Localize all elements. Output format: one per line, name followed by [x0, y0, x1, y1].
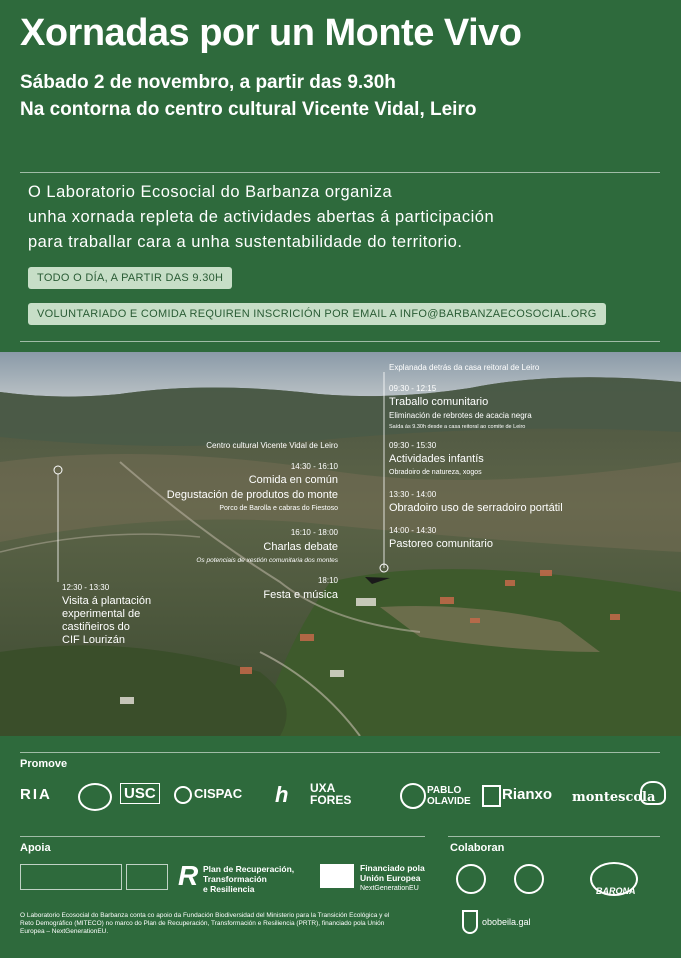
event-title-line: CIF Lourizán: [62, 634, 125, 646]
event-time: 09:30 - 12:15: [389, 384, 437, 393]
event-title: Obradoiro uso de serradoiro portátil: [389, 502, 563, 514]
event-title: Traballo comunitario: [389, 396, 489, 408]
usc-logo: USC: [120, 783, 160, 804]
divider-mid: [20, 341, 660, 342]
divider-colaboran: [448, 836, 660, 837]
h-logo: h: [275, 782, 289, 807]
event-title-2: Degustación de produtos do monte: [166, 489, 338, 501]
event-title-line: castiñeiros do: [62, 621, 130, 633]
all-day-pill: TODO O DÍA, A PARTIR DAS 9.30H: [28, 267, 232, 289]
colaborator-mountain-logo: [514, 864, 544, 894]
promove-logos: [20, 780, 665, 812]
fundacion-biodiversidad-logo: [126, 864, 168, 890]
event-time: 12:30 - 13:30: [62, 583, 110, 592]
divider-promove: [20, 752, 660, 753]
pablo-olavide-icon: [400, 783, 426, 809]
aerial-photo-map: [0, 352, 681, 736]
montescola-logo: montescola: [572, 790, 656, 805]
event-description: Obradoiro de natureza, xogos: [389, 469, 482, 476]
intro-line-2: unha xornada repleta de actividades abertas á participación: [28, 208, 495, 226]
obobeila-icon: [462, 910, 478, 934]
event-place: Na contorna do centro cultural Vicente Vidal, Leiro: [20, 99, 477, 120]
event-description: Eliminación de rebrotes de acacia negra: [389, 411, 532, 420]
prtr-line: e Resiliencia: [203, 884, 255, 894]
rianxo-shield-icon: [482, 785, 501, 807]
rianxo-logo: Rianxo: [502, 786, 553, 803]
pablo-olavide-logo: PABLO OLAVIDE: [427, 785, 471, 807]
barona-logo: BARONA: [596, 886, 636, 896]
event-time: 09:30 - 15:30: [389, 441, 437, 450]
promove-label: Promove: [20, 758, 68, 770]
event-title-line: experimental de: [62, 608, 141, 620]
event-title: Actividades infantís: [389, 453, 484, 465]
prtr-icon: R: [178, 860, 199, 891]
event-description: Porco de Barolla e cabras do Fiestoso: [219, 505, 338, 512]
ria-logo: RIA: [20, 786, 52, 803]
event-time: 16:10 - 18:00: [290, 528, 338, 537]
eu-line: NextGenerationEU: [360, 885, 419, 892]
intro-line-1: O Laboratorio Ecosocial do Barbanza organiza: [28, 183, 393, 201]
colaboran-logos: [450, 860, 665, 940]
event-time: 14:30 - 16:10: [290, 462, 338, 471]
colaboran-label: Colaboran: [450, 842, 505, 854]
center-place-label: Centro cultural Vicente Vidal de Leiro: [206, 441, 338, 450]
apoia-logos: [20, 860, 430, 896]
eu-flag-icon: [320, 864, 354, 888]
registration-pill: VOLUNTARIADO E COMIDA REQUIREN INSCRICIÓN POR EMAIL A INFO@BARBANZAECOSOCIAL.ORG: [28, 303, 606, 325]
montescola-icon: [640, 781, 666, 805]
event-time: 13:30 - 14:00: [389, 490, 437, 499]
uxa-fores-logo: UXA FORES: [310, 781, 352, 807]
event-date: Sábado 2 de novembro, a partir das 9.30h: [20, 72, 396, 93]
laboratorio-ecosocial-logo: [78, 783, 112, 811]
apoia-label: Apoia: [20, 842, 51, 854]
cispac-logo: CISPAC: [194, 786, 243, 801]
right-place-label: Explanada detrás da casa reitoral de Leiro: [389, 363, 540, 372]
eu-line: Financiado pola: [360, 863, 425, 873]
government-logo: [20, 864, 122, 890]
event-time: 18:10: [317, 576, 338, 585]
divider-apoia: [20, 836, 425, 837]
event-time: 14:00 - 14:30: [389, 526, 437, 535]
prtr-line: Transformación: [203, 874, 267, 884]
eu-line: Unión Europea: [360, 873, 421, 883]
event-title: Pastoreo comunitario: [389, 538, 493, 550]
prtr-line: Plan de Recuperación,: [203, 864, 295, 874]
event-title-line: Visita á plantación: [62, 595, 152, 607]
obobeila-logo: obobeila.gal: [482, 917, 531, 927]
event-title: Festa e música: [263, 589, 338, 601]
event-note: Saída ás 9.30h desde a casa reitoral ao comite de Leiro: [389, 424, 526, 430]
funding-disclaimer: O Laboratorio Ecosocial do Barbanza conta co apoio da Fundación Biodiversidad del Ministerio para la Transición Ecológica y el Reto Demográfico (MITECO) no marco do Plan de Recuperación, Transformación e Resiliencia (PRTR), financiado pola Unión Europea – NextGenerationEU.: [20, 912, 390, 935]
event-description: Os potenciais de xestión comunitaria dos montes: [196, 557, 338, 564]
cispac-icon: [174, 786, 192, 804]
colaborator-tree-logo: [456, 864, 486, 894]
poster-title: Xornadas por un Monte Vivo: [20, 12, 522, 54]
event-title: Charlas debate: [263, 541, 338, 553]
divider-top: [20, 172, 660, 173]
intro-line-3: para traballar cara a unha sustentabilidade do territorio.: [28, 233, 463, 251]
event-title: Comida en común: [248, 474, 338, 486]
